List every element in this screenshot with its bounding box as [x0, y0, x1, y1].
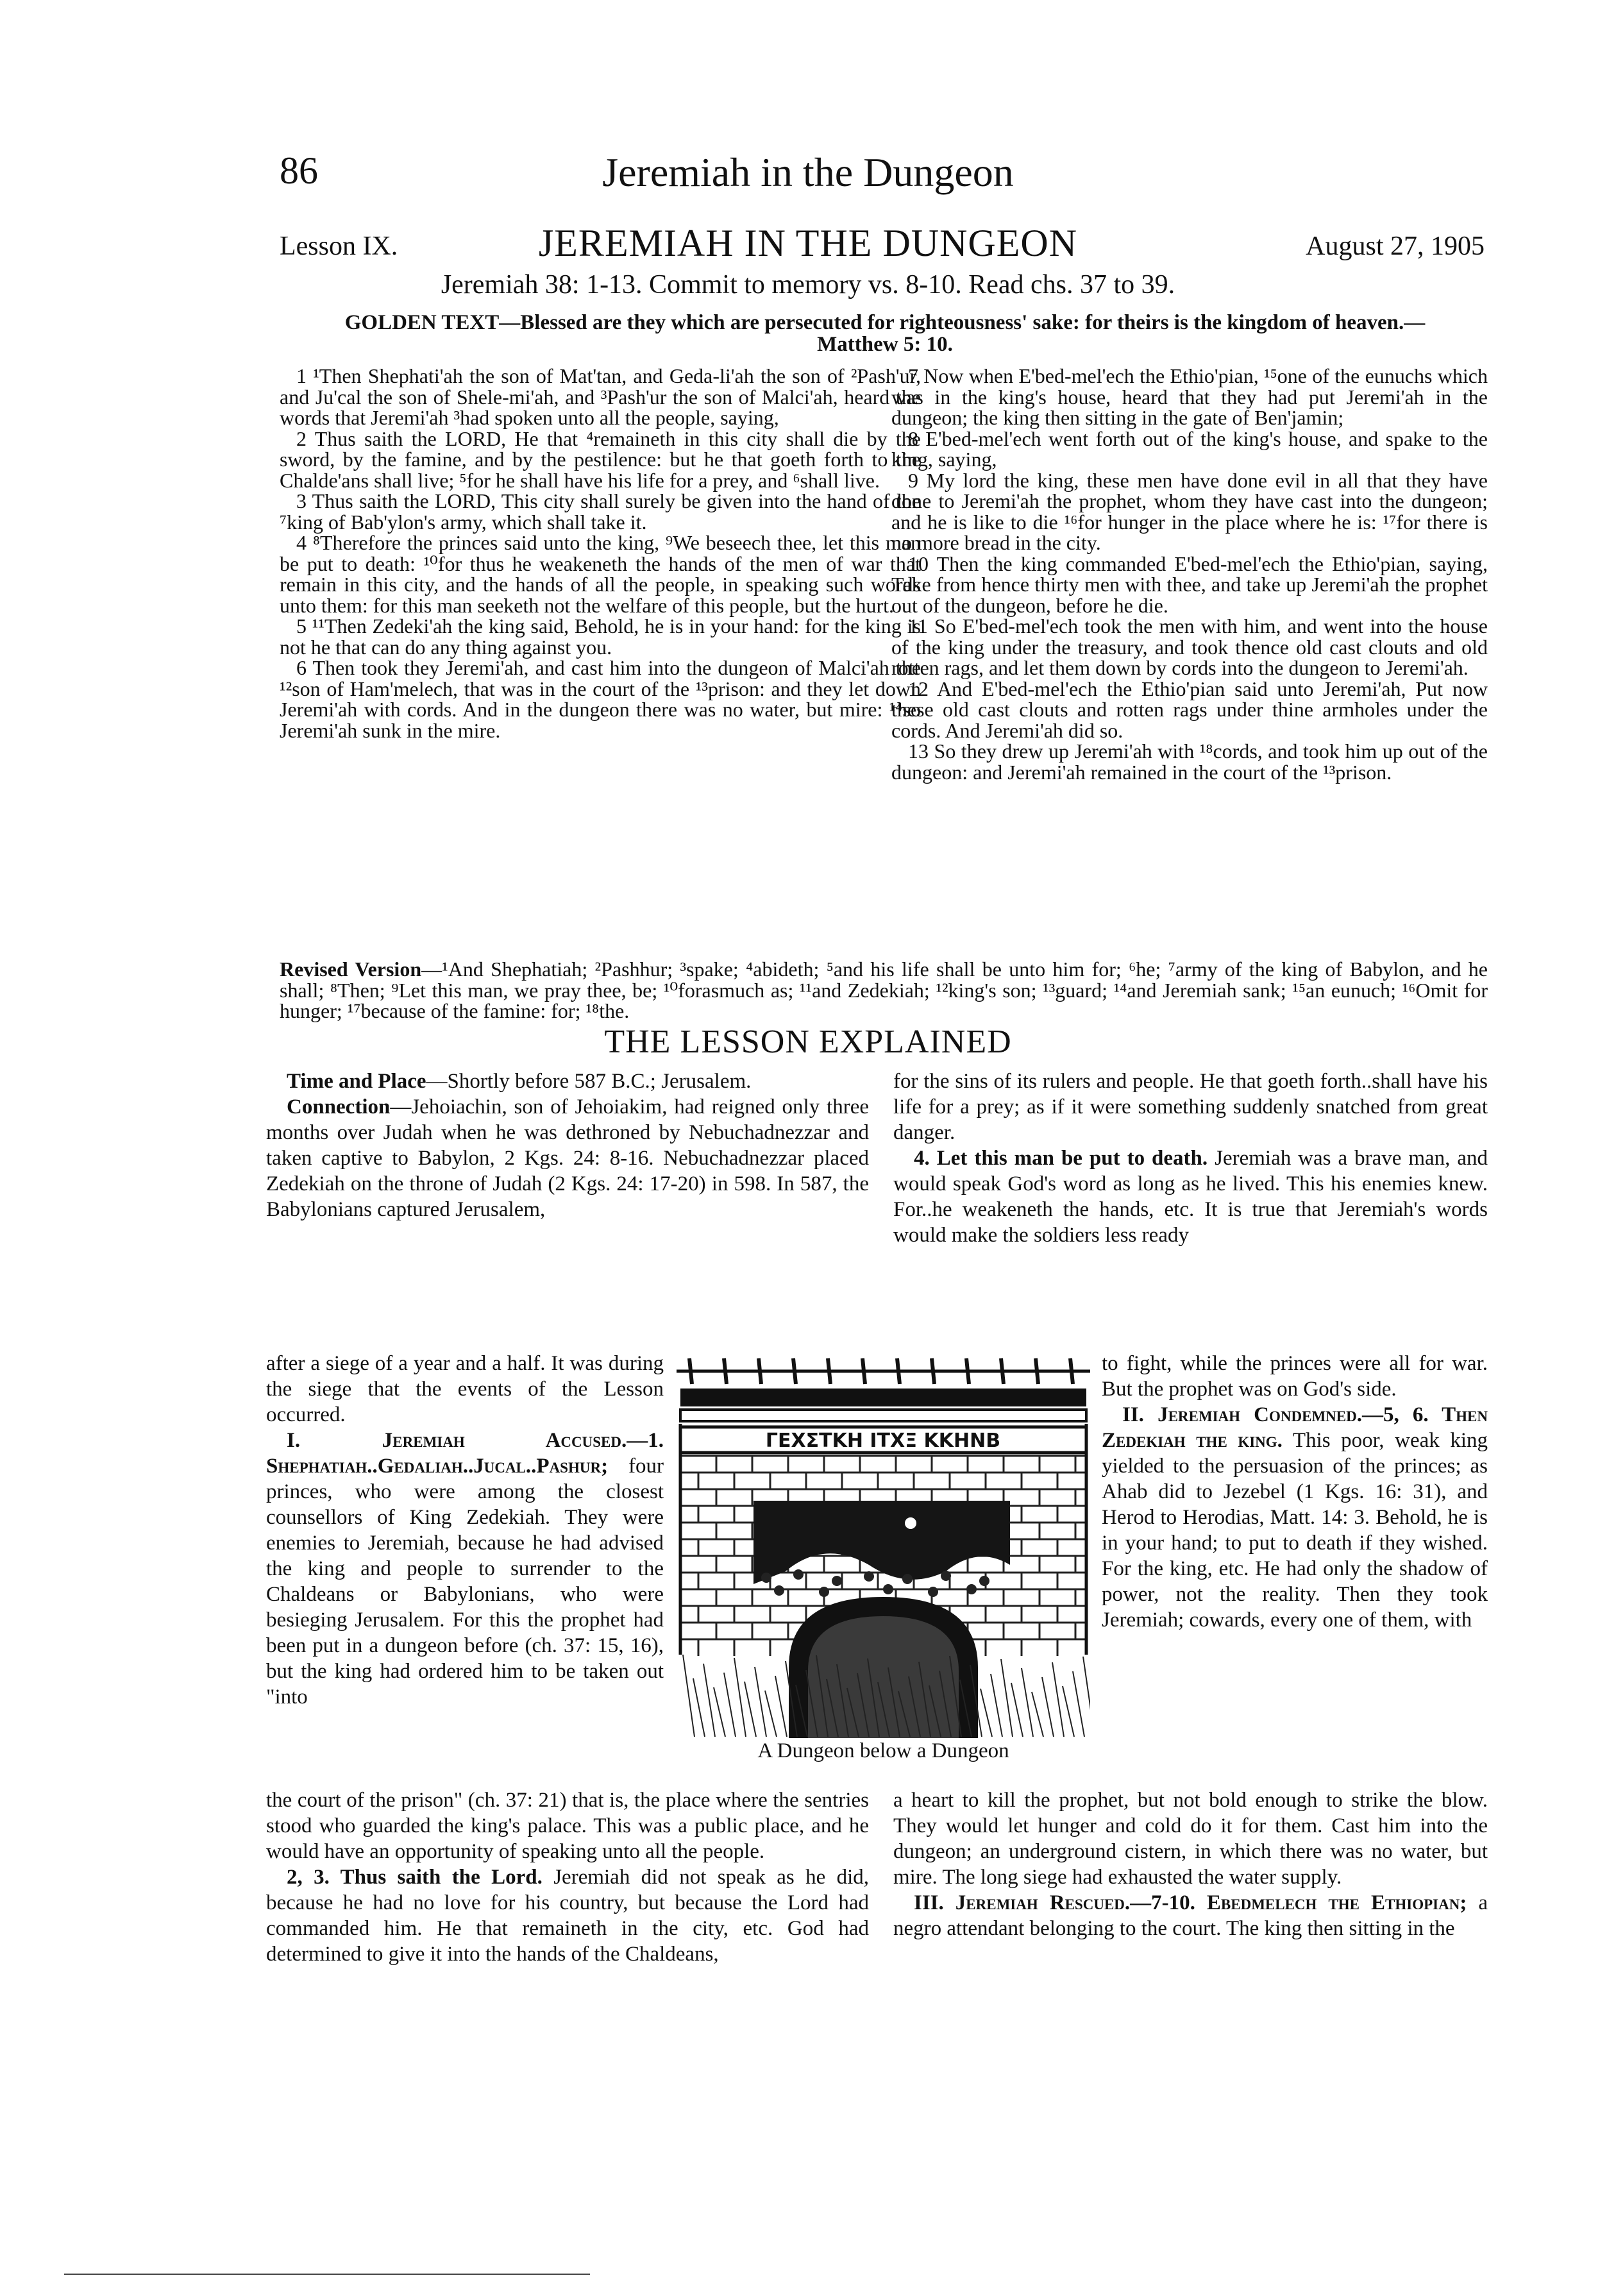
rubble-stone [832, 1576, 842, 1586]
paragraph-lead: II. Jeremiah Condemned.—5, 6. Then Zedekiah the king. [1102, 1403, 1488, 1452]
explanation-paragraph [893, 1787, 1488, 1890]
post-stroke [759, 1358, 761, 1384]
scripture-reference: Jeremiah 38: 1-13. Commit to memory vs. 8-10. Read chs. 37 to 39. [441, 270, 1175, 300]
rubble-stone [883, 1584, 893, 1594]
verse: 7 Now when E'bed-mel'ech the Ethio'pian, ¹⁵one of the eunuchs which was in the king's house, heard that they had put Jeremi'ah in the dungeon; the king then sitting in the gate of Ben'jamin; [891, 364, 1488, 429]
mire-stroke [745, 1682, 756, 1737]
paragraph-text: four princes, who were among the closest counsellors of King Zedekiah. They were enemies to Jeremiah, because he had advised the king and people to surrender to the Chaldeans or Babylonians, who were besieging Jerusalem. For this the prophet had been put in a dungeon before (ch. 37: 15, 16), but the king had ordered him to be taken out "into [266, 1455, 664, 1709]
verse: 12 And E'bed-mel'ech the Ethio'pian said unto Jeremi'ah, Put now these old cast clouts and rotten rags under thine armholes under the cords. And Jeremi'ah did so. [891, 677, 1488, 742]
verse: 13 So they drew up Jeremi'ah with ¹⁸cords, and took him up out of the dungeon: and Jeremi'ah remained in the court of the ¹³prison. [891, 739, 1488, 784]
paragraph-text: to fight, while the princes were all for war. But the prophet was on God's side. [1102, 1352, 1488, 1401]
verse: 8 E'bed-mel'ech went forth out of the king's house, and spake to the king, saying, [891, 426, 1488, 471]
paragraph-lead: 4. Let this man be put to death. [914, 1147, 1208, 1170]
mire-stroke [724, 1673, 736, 1737]
explanation-right-bottom [893, 1787, 1488, 1941]
page-bottom-rule [64, 2274, 590, 2275]
second-band [680, 1410, 1086, 1421]
dungeon-drawing [677, 1353, 1090, 1738]
verse: 2 Thus saith the LORD, He that ⁴remaineth in this city shall die by the sword, by the famine, and by the pestilence: but he that goeth forth to the Chalde'ans shall live; ⁵for he shall have his life for a prey, and ⁶shall live. [280, 426, 921, 492]
ground-surface [677, 1358, 1090, 1421]
post-stroke [966, 1358, 969, 1384]
post-stroke [897, 1358, 900, 1384]
verse: 9 My lord the king, these men have done evil in all that they have done to Jeremi'ah the prophet, whom they have cast into the dungeon; and he is like to die ¹⁶for hunger in the place where he is: ¹⁷for there is no more bread in the city. [891, 468, 1488, 554]
golden-text: GOLDEN TEXT—Blessed are they which are persecuted for righteousness' sake: for theirs is the kingdom of heaven.—Matthew 5: 10. [344, 311, 1426, 356]
revised-version-text: —¹And Shephatiah; ²Pashhur; ³spake; ⁴abideth; ⁵and his life shall be unto him for; ⁶he; ⁷army of the king of Babylon, and he shall; ⁸Then; ⁹Let this man, we pray thee, be; ¹⁰forasmuch as; ¹¹and Zedekiah; ¹²king's son; ¹³guard; ¹⁴and Jeremiah sank; ¹⁵an eunuch; ¹⁶Omit for hunger; ¹⁷because of the famine: for; ¹⁸the. [280, 958, 1488, 1022]
page-number: 86 [280, 149, 318, 192]
explanation-paragraph [893, 1890, 1488, 1941]
rubble-stone [902, 1574, 913, 1584]
mire-stroke [765, 1691, 777, 1737]
paragraph-text: This poor, weak king yielded to the persuasion of the princes; as Ahab did to Jezebel (1 Kgs. 16: 31), and Herod to Herodias, Matt. 14: 3. Behold, he is in your hand; to put to death if they wished. For the king, etc. He had only the shadow of power, not the reality. Then they took Jeremiah; cowards, every one of them, with [1102, 1429, 1488, 1632]
explanation-left-top [266, 1068, 869, 1222]
mire-stroke [755, 1667, 766, 1737]
explanation-paragraph [266, 1428, 664, 1710]
paragraph-text: —Shortly before 587 B.C.; Jerusalem. [426, 1070, 752, 1093]
mire-stroke [1022, 1668, 1033, 1737]
rubble-stone [928, 1587, 938, 1597]
explanation-paragraph [266, 1351, 664, 1428]
post-stroke [724, 1358, 727, 1384]
verse: 5 ¹¹Then Zedeki'ah the king said, Behold, he is in your hand: for the king is not he that can do any thing against you. [280, 614, 921, 659]
post-stroke [932, 1358, 934, 1384]
explanation-paragraph [266, 1094, 869, 1222]
explanation-left-bottom [266, 1787, 869, 1967]
paragraph-text: Jeremiah did not speak as he did, because he had no love for his country, but because the Lord had commanded him. He that remaineth in the city, etc. God had determined to give it into the hands of the Chaldeans, [266, 1866, 869, 1966]
post-stroke [863, 1358, 865, 1384]
rubble-stone [966, 1584, 977, 1594]
dungeon-illustration [677, 1353, 1090, 1748]
post-stroke [689, 1358, 692, 1384]
paragraph-lead: I. Jeremiah Accused.—1. Shephatiah..Gedaliah..Jucal..Pashur; [266, 1429, 664, 1478]
bible-text-left-column [280, 366, 921, 741]
mire-stroke [1063, 1686, 1074, 1737]
post-stroke [828, 1358, 830, 1384]
post-stroke [1070, 1358, 1073, 1384]
verse: 4 ⁸Therefore the princes said unto the king, ⁹We beseech thee, let this man be put to death: ¹⁰for thus he weakeneth the hands of the men of war that remain in this city, and the hands of all the people, in speaking such words unto them: for this man seeketh not the welfare of this people, but the hurt. [280, 531, 921, 617]
paragraph-text: for the sins of its rulers and people. He that goeth forth..shall have his life for a prey; as if it were something suddenly snatched from great danger. [893, 1070, 1488, 1144]
mire-stroke [1001, 1659, 1013, 1737]
section-heading: THE LESSON EXPLAINED [604, 1024, 1012, 1060]
explanation-paragraph [266, 1068, 869, 1094]
post-stroke [1036, 1358, 1038, 1384]
explanation-right-wrap [1102, 1351, 1488, 1633]
running-title: Jeremiah in the Dungeon [602, 149, 1014, 195]
paragraph-text: Jeremiah was a brave man, and would speak God's word as long as he lived. This his enemies knew. For..he weakeneth the hands, etc. It is true that Jeremiah's words would make the soldiers less ready [893, 1147, 1488, 1247]
lesson-number: Lesson IX. [280, 232, 398, 261]
revised-version-label: Revised Version [280, 958, 422, 981]
explanation-paragraph [893, 1068, 1488, 1145]
mire-stroke [775, 1676, 787, 1737]
paragraph-lead: Time and Place [287, 1070, 426, 1093]
mire-stroke [1042, 1677, 1054, 1737]
paragraph-text: —Jehoiachin, son of Jehoiakim, had reigned only three months over Judah when he was dethroned by Nebuchadnezzar and taken captive to Babylon, 2 Kgs. 24: 8-16. Nebuchadnezzar placed Zedekiah on the throne of Judah (2 Kgs. 24: 17-20) in 598. In 587, the Babylonians captured Jerusalem, [266, 1095, 869, 1221]
rubble-stone [979, 1576, 989, 1586]
explanation-paragraph [1102, 1351, 1488, 1402]
mire-stroke [703, 1664, 715, 1737]
paragraph-text: a negro attendant belonging to the court. The king then sitting in the [893, 1891, 1488, 1940]
lesson-date: August 27, 1905 [1306, 232, 1485, 261]
explanation-paragraph [893, 1145, 1488, 1248]
mire-stroke [1083, 1657, 1090, 1737]
post-stroke [1001, 1358, 1004, 1384]
explanation-paragraph [266, 1787, 869, 1864]
verse: 11 So E'bed-mel'ech took the men with him, and went into the house of the king under the treasury, and took thence old cast clouts and old rotten rags, and let them down by cords into the dungeon to Jeremi'ah. [891, 614, 1488, 679]
inscription-text: ΓΕΧΣΤΚΗ ΙΤΧΞ ΚΚΗΝΒ [765, 1430, 1001, 1452]
mire-stroke [1073, 1671, 1084, 1737]
rubble-stone [864, 1571, 874, 1582]
paragraph-text: a heart to kill the prophet, but not bold enough to strike the blow. They would let hunger and cold do it for them. Cast him into the dungeon; an underground cistern, in which there was no water, but mire. The long siege had exhausted the water supply. [893, 1789, 1488, 1889]
mire-stroke [1052, 1662, 1064, 1737]
mire-stroke [981, 1689, 992, 1737]
verse: 3 Thus saith the LORD, This city shall surely be given into the hand of the ⁷king of Bab'ylon's army, which shall take it. [280, 489, 921, 534]
verse: 6 Then took they Jeremi'ah, and cast him into the dungeon of Malci'ah the ¹²son of Ham'melech, that was in the court of the ¹³prison: and they let down Jeremi'ah with cords. And in the dungeon there was no water, but mire: ¹⁴so Jeremi'ah sunk in the mire. [280, 656, 921, 742]
explanation-right-top [893, 1068, 1488, 1248]
rubble-stone [819, 1587, 829, 1597]
mire-stroke [714, 1687, 725, 1737]
mire-stroke [683, 1655, 694, 1737]
paragraph-text: the court of the prison" (ch. 37: 21) that is, the place where the sentries stood who guarded the king's palace. This was a public place, and he would have an opportunity of speaking unto all the people. [266, 1789, 869, 1863]
rubble-stone [774, 1585, 784, 1596]
explanation-paragraph [266, 1864, 869, 1967]
chamber-light [905, 1517, 916, 1529]
paragraph-lead: III. Jeremiah Rescued.—7-10. Ebedmelech the Ethiopian; [914, 1891, 1467, 1914]
paragraph-text: after a siege of a year and a half. It was during the siege that the events of the Lesson occurred. [266, 1352, 664, 1426]
illustration-caption: A Dungeon below a Dungeon [757, 1739, 1009, 1762]
verse: 1 ¹Then Shephati'ah the son of Mat'tan, and Geda-li'ah the son of ²Pash'ur, and Ju'cal the son of Shele-mi'ah, and ³Pash'ur the son of Malci'ah, heard the words that Jeremi'ah ³had spoken unto all the people, saying, [280, 364, 921, 429]
lower-dungeon-opening [808, 1616, 959, 1738]
mire-stroke [734, 1658, 746, 1737]
mire-stroke [1032, 1692, 1043, 1737]
explanation-left-wrap [266, 1351, 664, 1710]
rubble-stone [793, 1569, 804, 1580]
revised-version-notes [280, 959, 1488, 1022]
rubble-stone [941, 1571, 951, 1581]
post-stroke [793, 1358, 796, 1384]
top-band [680, 1389, 1086, 1406]
explanation-paragraph [1102, 1402, 1488, 1633]
bible-text-right-column [891, 366, 1488, 782]
mire-stroke [693, 1678, 705, 1737]
paragraph-lead: 2, 3. Thus saith the Lord. [287, 1866, 543, 1889]
mire-stroke [1011, 1683, 1023, 1737]
mire-stroke [991, 1674, 1002, 1737]
paragraph-lead: Connection [287, 1095, 391, 1118]
lesson-title: JEREMIAH IN THE DUNGEON [538, 222, 1078, 264]
rubble-stone [761, 1573, 771, 1583]
verse: 10 Then the king commanded E'bed-mel'ech the Ethio'pian, saying, Take from hence thirty men with thee, and take up Jeremi'ah the prophet out of the dungeon, before he die. [891, 552, 1488, 617]
